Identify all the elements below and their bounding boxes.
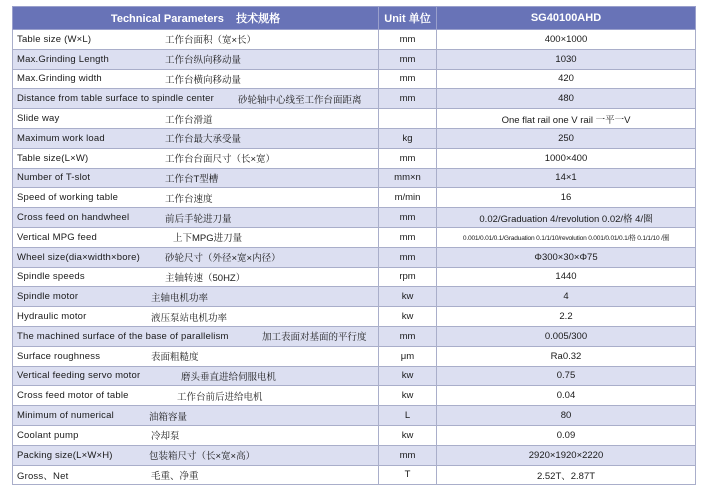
unit-cell: mm [379,326,437,346]
table-row [13,267,696,287]
param-cell [13,128,379,148]
value-cell: 1000×400 [437,148,696,168]
param-cell [13,49,379,69]
value-cell: 0.04 [437,386,696,406]
table-row [13,69,696,89]
value-cell: One flat rail one V rail 一平一V [437,109,696,129]
param-en: Vertical feeding servo motor [17,370,141,382]
param-en: Vertical MPG feed [17,231,97,243]
param-en: Cross feed motor of table [17,390,129,402]
param-cn: 主轴电机功率 [151,292,209,304]
param-cell [13,406,379,426]
header-model: SG40100AHD [437,7,696,30]
param-cn: 主轴转速（50HZ） [165,272,246,284]
table-row [13,49,696,69]
header-param-en: Technical Parameters [110,13,224,25]
table-row [13,326,696,346]
param-cell [13,109,379,129]
table-row [13,425,696,445]
unit-cell: L [379,406,437,426]
value-cell: 4 [437,287,696,307]
unit-cell: m/min [379,188,437,208]
value-cell: 0.02/Graduation 4/revolution 0.02/格 4/圈 [437,208,696,228]
param-en: Number of T-slot [17,172,91,184]
table-row [13,227,696,247]
unit-cell: μm [379,346,437,366]
param-cn: 工作台前后进给电机 [177,391,263,403]
value-cell: 80 [437,406,696,426]
param-cn: 砂轮尺寸（外径×宽×内径） [165,253,281,265]
unit-cell: T [379,465,437,485]
param-cn: 工作台最大承受量 [165,134,242,146]
table-row [13,406,696,426]
param-en: Spindle speeds [17,271,85,283]
param-en: Table size(L×W) [17,152,89,164]
param-cn: 工作台横向移动量 [165,74,242,86]
table-row [13,128,696,148]
param-cell [13,386,379,406]
param-en: Max.Grinding Length [17,53,109,65]
param-cn: 加工表面对基面的平行度 [262,332,367,344]
param-en: Packing size(L×W×H) [17,449,113,461]
param-cell [13,307,379,327]
value-cell: 14×1 [437,168,696,188]
unit-cell: mm [379,89,437,109]
spec-table-container [12,6,695,485]
param-cell [13,465,379,485]
header-parameters [13,7,379,30]
value-cell: 2.2 [437,307,696,327]
param-cell [13,445,379,465]
unit-cell: kg [379,128,437,148]
param-en: Distance from table surface to spindle center [17,93,214,105]
table-row [13,109,696,129]
value-cell: 1440 [437,267,696,287]
param-cn: 上下MPG进刀量 [173,233,243,245]
param-cell [13,287,379,307]
unit-cell: mm [379,247,437,267]
param-cell [13,208,379,228]
unit-cell: mm [379,49,437,69]
unit-cell: kw [379,287,437,307]
spec-table-body [13,30,696,485]
param-en: Table size (W×L) [17,33,92,45]
unit-cell: kw [379,386,437,406]
unit-cell: mm [379,30,437,50]
param-cell [13,30,379,50]
param-cn: 包装箱尺寸（长×宽×高） [149,451,256,463]
param-en: Maximum work load [17,132,105,144]
header-param-cn: 技术规格 [236,13,281,25]
value-cell: Ra0.32 [437,346,696,366]
param-en: Gross、Net [17,470,69,482]
unit-cell: mm [379,148,437,168]
param-cell [13,168,379,188]
param-cn: 工作台速度 [165,193,213,205]
value-cell: 2920×1920×2220 [437,445,696,465]
param-cell [13,267,379,287]
param-cell [13,366,379,386]
table-header-row [13,7,696,30]
unit-cell: mm [379,208,437,228]
table-row [13,307,696,327]
unit-cell: kw [379,366,437,386]
param-en: Minimum of numerical [17,410,114,422]
param-en: Speed of working table [17,192,119,204]
value-cell: 0.001/0.01/0.1/Graduation 0.1/1/10/revolution 0.001/0.01/0.1/格 0.1/1/10 /圈 [437,227,696,247]
param-cn: 工作台滑道 [165,114,213,126]
table-row [13,208,696,228]
param-en: Slide way [17,113,60,125]
param-cell [13,425,379,445]
unit-cell: kw [379,425,437,445]
table-row [13,148,696,168]
param-cell [13,326,379,346]
table-row [13,445,696,465]
unit-cell: mm [379,69,437,89]
table-row [13,168,696,188]
param-cn: 毛重、净重 [151,470,199,482]
param-en: Hydraulic motor [17,311,87,323]
table-row [13,287,696,307]
param-en: Surface roughness [17,350,101,362]
param-cell [13,188,379,208]
param-cn: 液压泵站电机功率 [151,312,228,324]
param-en: The machined surface of the base of parallelism [17,330,229,342]
param-cn: 砂轮轴中心线至工作台面距离 [238,94,362,106]
param-en: Spindle motor [17,291,79,303]
param-en: Max.Grinding width [17,73,102,85]
param-cell [13,247,379,267]
unit-cell: mm×n [379,168,437,188]
param-cn: 冷却泵 [151,431,180,443]
param-cell [13,69,379,89]
param-cn: 工作台面积（宽×长） [165,35,257,47]
spec-table [12,6,696,485]
param-en: Wheel size(dia×width×bore) [17,251,140,263]
value-cell: 0.75 [437,366,696,386]
table-row [13,386,696,406]
value-cell: Φ300×30×Φ75 [437,247,696,267]
value-cell: 16 [437,188,696,208]
param-cell [13,346,379,366]
table-row [13,188,696,208]
param-cell [13,89,379,109]
unit-cell: rpm [379,267,437,287]
table-row [13,247,696,267]
value-cell: 420 [437,69,696,89]
param-cn: 工作台纵向移动量 [165,55,242,67]
value-cell: 2.52T、2.87T [437,465,696,485]
param-cn: 磨头垂直进给伺服电机 [181,371,277,383]
param-cell [13,227,379,247]
unit-cell: kw [379,307,437,327]
param-cn: 前后手轮进刀量 [165,213,232,225]
param-cell [13,148,379,168]
param-en: Cross feed on handwheel [17,212,130,224]
value-cell: 250 [437,128,696,148]
param-en: Coolant pump [17,429,79,441]
table-row [13,366,696,386]
param-cn: 工作台台面尺寸（长×宽） [165,154,276,166]
header-unit: Unit 单位 [379,7,437,30]
value-cell: 480 [437,89,696,109]
value-cell: 0.005/300 [437,326,696,346]
unit-cell: mm [379,445,437,465]
value-cell: 0.09 [437,425,696,445]
unit-cell [379,109,437,129]
param-cn: 工作台T型槽 [165,173,219,185]
value-cell: 1030 [437,49,696,69]
value-cell: 400×1000 [437,30,696,50]
table-row [13,346,696,366]
table-row [13,30,696,50]
table-row [13,89,696,109]
param-cn: 表面粗糙度 [151,352,199,364]
unit-cell: mm [379,227,437,247]
table-row [13,465,696,485]
param-cn: 油箱容量 [149,411,188,423]
